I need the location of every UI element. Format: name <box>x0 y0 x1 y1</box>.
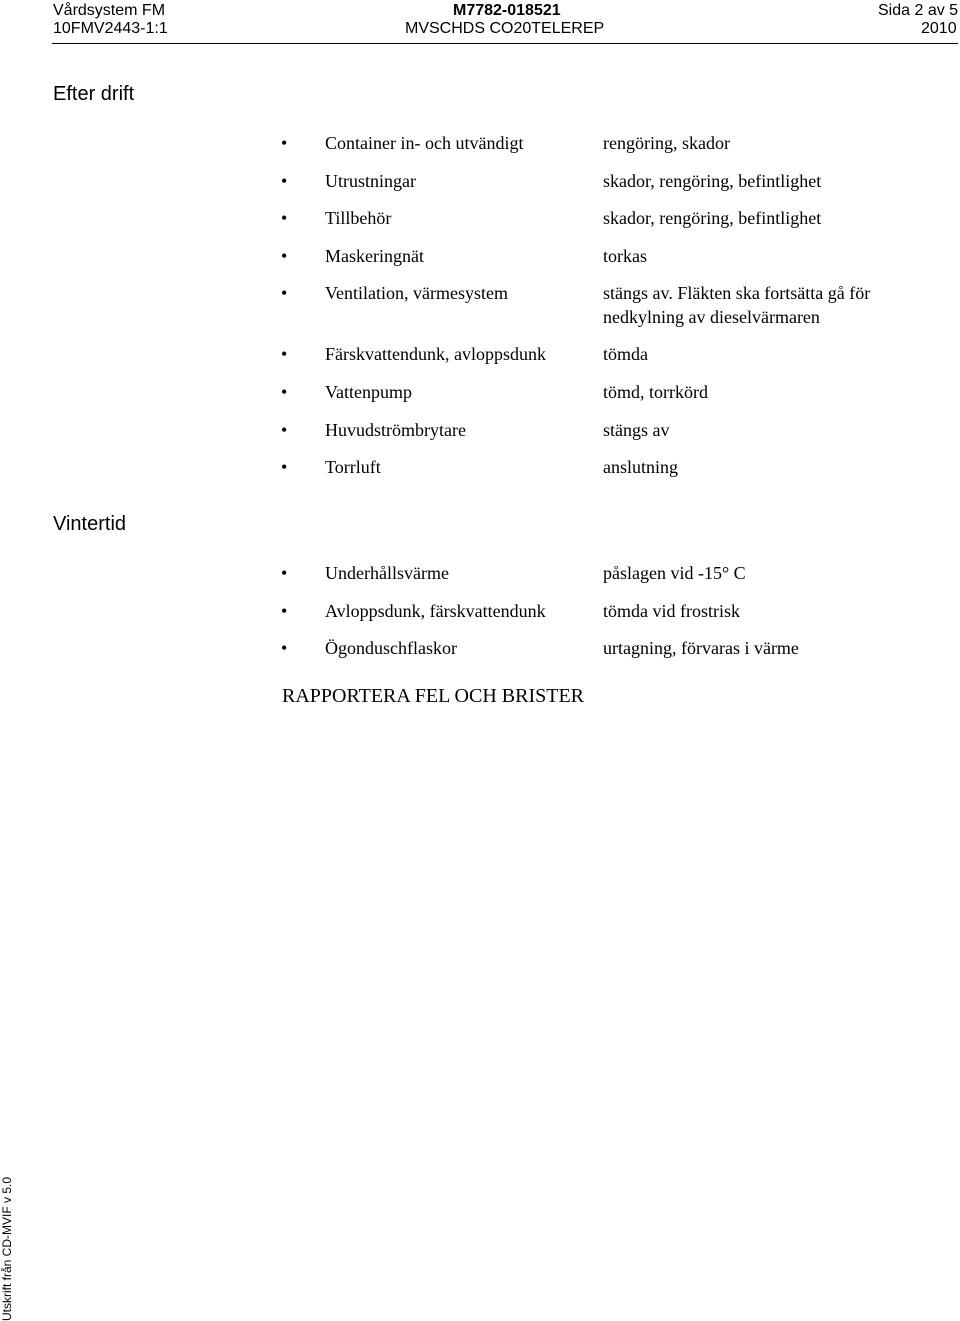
year: 2010 <box>921 20 957 37</box>
item-label: Maskeringnät <box>325 245 424 266</box>
bullet-icon: • <box>281 381 288 402</box>
print-source-note: Utskrift från CD-MVIF v 5.0 <box>0 1176 14 1321</box>
item-note: stängs av. Fläkten ska fortsätta gå för nedkylning av dieselvärmaren <box>603 283 871 328</box>
winter-list <box>0 561 960 674</box>
bullet-icon: • <box>281 457 288 478</box>
section-heading-after-operation: Efter drift <box>53 83 135 105</box>
bullet-icon: • <box>281 419 288 440</box>
bullet-icon: • <box>281 638 288 659</box>
item-label: Vattenpump <box>325 381 412 402</box>
bullet-icon: • <box>281 170 288 191</box>
item-label: Torrluft <box>325 457 381 478</box>
after-operation-list <box>0 131 960 493</box>
item-label: Avloppsdunk, färskvattendunk <box>325 600 546 621</box>
bullet-icon: • <box>281 133 288 153</box>
item-note: urtagning, förvaras i värme <box>603 638 799 659</box>
list-item <box>0 281 960 342</box>
item-note: påslagen vid -15° C <box>603 563 746 583</box>
list-item <box>0 636 960 674</box>
item-note: stängs av <box>603 419 670 440</box>
item-note: tömda vid frostrisk <box>603 600 740 621</box>
list-item <box>0 169 960 207</box>
list-item <box>0 380 960 418</box>
item-label: Underhållsvärme <box>325 563 449 583</box>
item-note: torkas <box>603 245 647 266</box>
item-label: Ögonduschflaskor <box>325 638 457 659</box>
list-item <box>0 244 960 282</box>
item-label: Utrustningar <box>325 170 416 191</box>
item-note: rengöring, skador <box>603 133 730 153</box>
reference-number: 10FMV2443-1:1 <box>53 20 168 37</box>
list-item <box>0 455 960 493</box>
bullet-icon: • <box>281 344 288 365</box>
page-header <box>0 0 960 44</box>
list-item <box>0 561 960 599</box>
report-notice: RAPPORTERA FEL OCH BRISTER <box>282 685 585 707</box>
bullet-icon: • <box>281 600 288 621</box>
list-item <box>0 206 960 244</box>
product-name: MVSCHDS CO20TELEREP <box>405 20 605 37</box>
bullet-icon: • <box>281 208 288 229</box>
item-label: Ventilation, värmesystem <box>325 283 508 304</box>
bullet-icon: • <box>281 283 288 304</box>
item-note: anslutning <box>603 457 678 478</box>
page-number: Sida 2 av 5 <box>878 2 959 19</box>
system-name: Vårdsystem FM <box>53 2 166 19</box>
item-label: Container in- och utvändigt <box>325 133 524 153</box>
bullet-icon: • <box>281 245 288 266</box>
header-divider <box>52 43 958 44</box>
list-item <box>0 418 960 456</box>
item-note: tömd, torrkörd <box>603 381 708 402</box>
section-heading-winter: Vintertid <box>53 513 127 535</box>
item-label: Färskvattendunk, avloppsdunk <box>325 344 546 365</box>
item-note: skador, rengöring, befintlighet <box>603 208 822 229</box>
list-item <box>0 599 960 637</box>
item-note: tömda <box>603 344 648 365</box>
item-label: Huvudströmbrytare <box>325 419 466 440</box>
list-item <box>0 131 960 169</box>
list-item <box>0 342 960 380</box>
item-note: skador, rengöring, befintlighet <box>603 170 822 191</box>
item-label: Tillbehör <box>325 208 392 229</box>
document-number: M7782-018521 <box>453 2 561 19</box>
bullet-icon: • <box>281 563 288 583</box>
